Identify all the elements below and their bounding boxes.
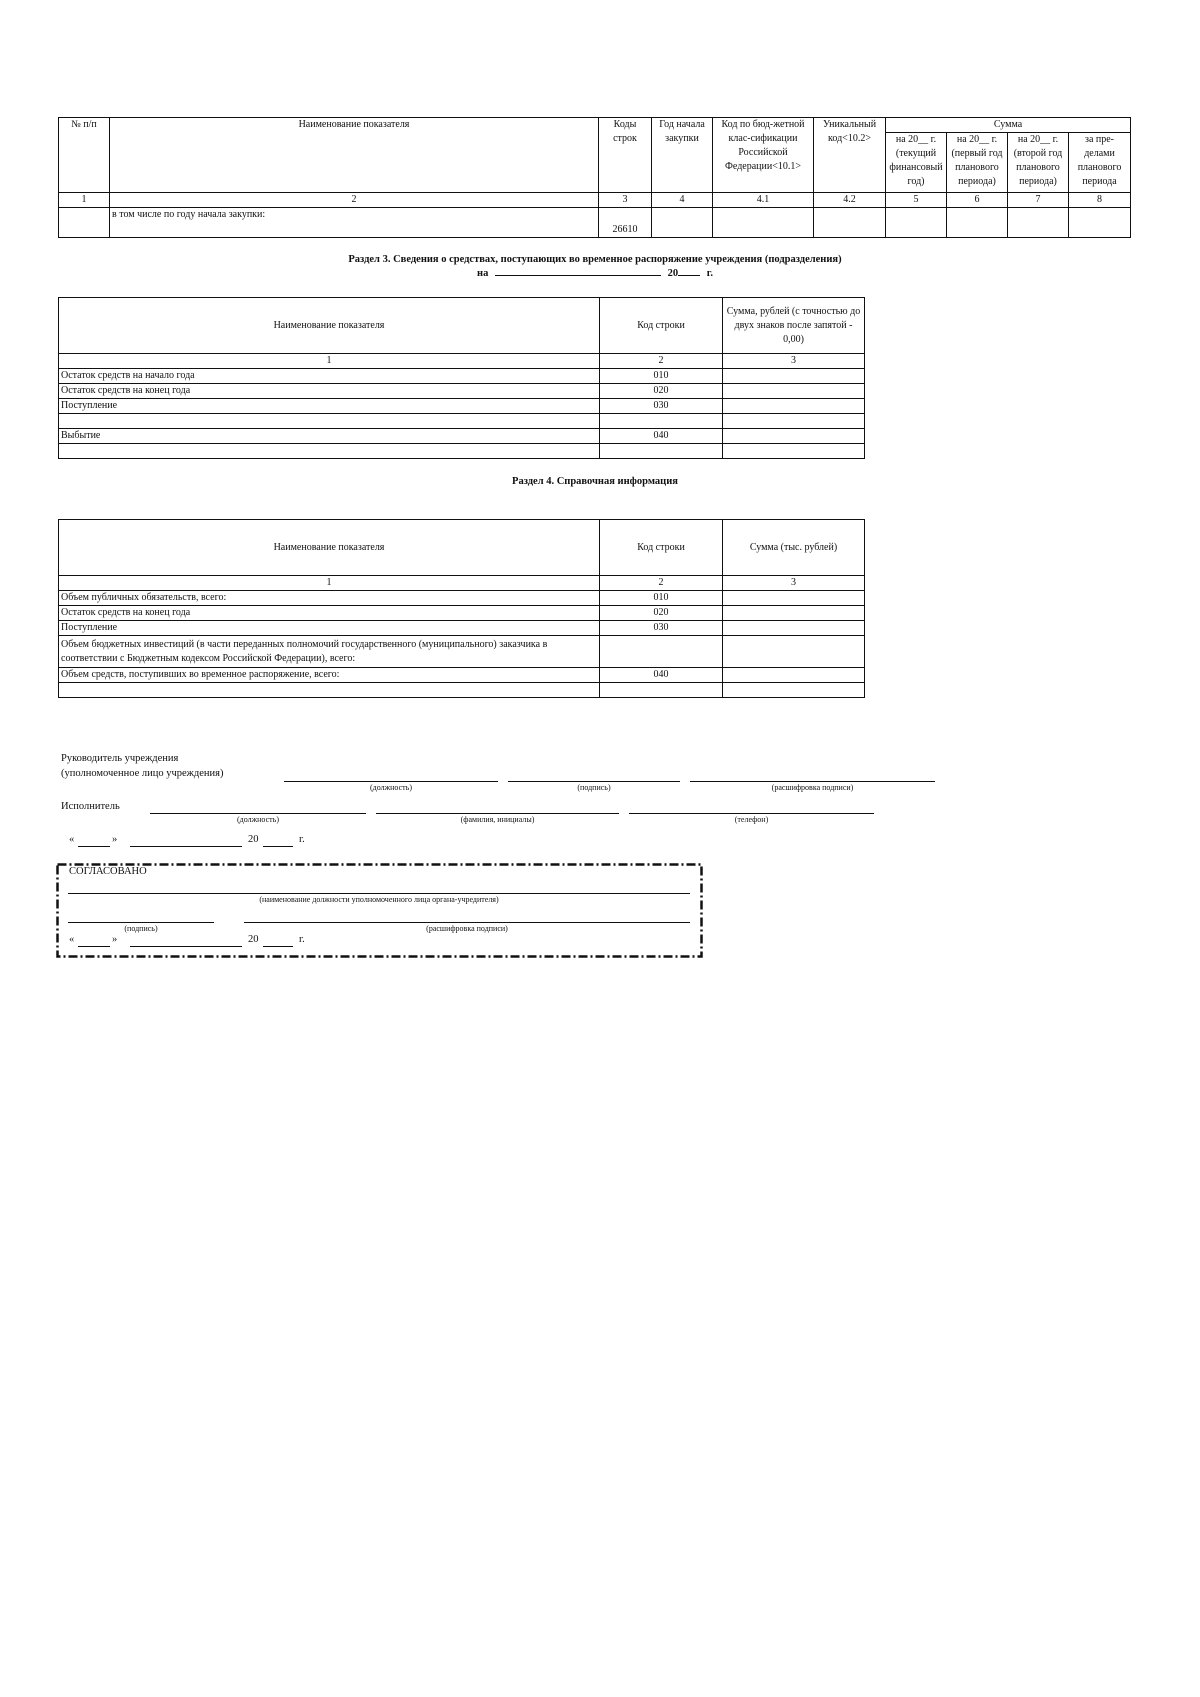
cap-name: (фамилия, инициалы) [460,815,535,824]
table-row [59,591,865,606]
row-code: 020 [600,384,723,399]
day-line[interactable] [78,846,110,847]
index-cell: 3 [599,193,652,208]
row-sum-input[interactable] [723,606,865,621]
head-label-2: (уполномоченное лицо учреждения) [61,768,224,779]
table-row [59,369,865,384]
col-header-s7: на 20__ г. (второй год планового периода) [1008,133,1069,193]
row-code: 010 [600,369,723,384]
row-name: Объем бюджетных инвестиций (в части переданных полномочий государственного (муниципального) заказчика в соответствии с Бюджетным кодексом Российской Федерации), всего: [59,636,600,668]
col-header-kbk: Код по бюд-жетной клас-сификации Российской Федерации<10.1> [713,118,814,193]
cell-empty[interactable] [652,208,713,238]
col-header-sum: Сумма, рублей (с точностью до двух знаков после запятой - 0,00) [723,298,865,354]
section4-title: Раздел 4. Справочная информация [512,476,678,487]
col-header-year: Год начала закупки [652,118,713,193]
table-row [59,621,865,636]
approval-box-border [56,863,703,958]
table-row [59,668,865,683]
table-section3 [58,297,865,459]
approval-org-line[interactable] [68,893,690,894]
row-code: 010 [600,591,723,606]
col-header-code: Код строки [600,298,723,354]
row-code: 040 [600,668,723,683]
index-cell: 1 [59,576,600,591]
row-code [600,444,723,459]
row-name: Объем средств, поступивших во временное распоряжение, всего: [59,668,600,683]
row-code [600,636,723,668]
table-row [59,429,865,444]
index-cell: 3 [723,354,865,369]
cap-decode: (расшифровка подписи) [771,783,854,792]
col-header-s5: на 20__ г. (текущий финансовый год) [886,133,947,193]
row-code: 030 [600,621,723,636]
col-header-codes: Коды строк [599,118,652,193]
cap-signature: (подпись) [124,924,158,933]
section3-title: Раздел 3. Сведения о средствах, поступающих во временное распоряжение учреждения (подразделения) [348,254,842,265]
table-row [59,208,1131,238]
index-cell: 2 [600,576,723,591]
row-name: Остаток средств на начало года [59,369,600,384]
approval-label: СОГЛАСОВАНО [69,866,147,877]
executor-position-line[interactable] [150,813,366,814]
quote-close: » [112,834,118,845]
executor-name-line[interactable] [376,813,619,814]
year-prefix: 20 [248,934,259,945]
cap-signature: (подпись) [577,783,611,792]
row-name: Объем публичных обязательств, всего: [59,591,600,606]
month-line[interactable] [130,846,242,847]
row-code [600,683,723,698]
col-header-name: Наименование показателя [59,520,600,576]
col-header-s6: на 20__ г. (первый год планового периода) [947,133,1008,193]
table-row [59,384,865,399]
row-sum-input[interactable] [723,414,865,429]
table-row [59,444,865,459]
date-blank[interactable] [495,275,661,276]
row-code [600,414,723,429]
cell-empty[interactable] [713,208,814,238]
row-name: Остаток средств на конец года [59,606,600,621]
year-prefix: 20 [248,834,259,845]
col-header-num: № п/п [59,118,110,193]
index-cell: 4.2 [814,193,886,208]
index-cell: 2 [110,193,599,208]
approval-signature-line[interactable] [68,922,214,923]
head-signature-line[interactable] [508,781,680,782]
cell-empty[interactable] [886,208,947,238]
row-sum-input[interactable] [723,429,865,444]
col-header-uniq: Уникальный код<10.2> [814,118,886,193]
index-cell: 4.1 [713,193,814,208]
head-position-line[interactable] [284,781,498,782]
cap-org: (наименование должности уполномоченного лица органа-учредителя) [259,895,499,904]
year-line[interactable] [263,946,293,947]
executor-label: Исполнитель [61,801,120,812]
cell-empty[interactable] [59,208,110,238]
row-name: Поступление [59,621,600,636]
cap-phone: (телефон) [734,815,769,824]
table-row [59,606,865,621]
index-cell: 2 [600,354,723,369]
row-name [59,444,600,459]
row-sum-input[interactable] [723,399,865,414]
cap-decode: (расшифровка подписи) [426,924,508,933]
section3-subtitle [200,268,990,279]
row-name: Выбытие [59,429,600,444]
row-code: 030 [600,399,723,414]
row-sum-input[interactable] [723,668,865,683]
subtitle-suffix: г. [706,268,713,279]
index-cell: 1 [59,193,110,208]
subtitle-year: 20 [667,268,679,279]
col-header-s8: за пре-делами планового периода [1069,133,1131,193]
row-sum-input[interactable] [723,444,865,459]
cell-empty[interactable] [947,208,1008,238]
year-line[interactable] [263,846,293,847]
row-sum-input[interactable] [723,683,865,698]
row-name: в том числе по году начала закупки: [110,208,599,238]
cell-empty[interactable] [1008,208,1069,238]
cap-position: (должность) [237,815,279,824]
head-decode-line[interactable] [690,781,935,782]
row-sum-input[interactable] [723,591,865,606]
cap-position: (должность) [370,783,412,792]
col-header-code: Код строки [600,520,723,576]
row-sum-input[interactable] [723,384,865,399]
row-name: Остаток средств на конец года [59,384,600,399]
table-row [59,414,865,429]
table-plan-purchases [58,117,1131,238]
col-header-name: Наименование показателя [59,298,600,354]
col-header-name: Наименование показателя [110,118,599,193]
day-line[interactable] [78,946,110,947]
index-cell: 4 [652,193,713,208]
quote-open: « [69,834,75,845]
approval-decode-line[interactable] [244,922,690,923]
head-label-1: Руководитель учреждения [61,753,179,764]
month-line[interactable] [130,946,242,947]
executor-phone-line[interactable] [629,813,874,814]
index-cell: 5 [886,193,947,208]
row-name: Поступление [59,399,600,414]
table-section4 [58,519,865,698]
row-code: 020 [600,606,723,621]
subtitle-prefix: на [477,268,489,279]
row-code: 26610 [599,208,652,238]
row-sum-input[interactable] [723,621,865,636]
cell-empty[interactable] [1069,208,1131,238]
year-suffix: г. [299,834,305,845]
row-name [59,683,600,698]
index-cell: 8 [1069,193,1131,208]
row-sum-input[interactable] [723,636,865,668]
index-cell: 7 [1008,193,1069,208]
year-suffix: г. [299,934,305,945]
col-header-sum: Сумма (тыс. рублей) [723,520,865,576]
col-header-sum: Сумма [886,118,1131,133]
year-blank[interactable] [678,275,700,276]
row-sum-input[interactable] [723,369,865,384]
index-cell: 1 [59,354,600,369]
table-row [59,399,865,414]
row-name [59,414,600,429]
row-code: 040 [600,429,723,444]
cell-empty[interactable] [814,208,886,238]
table-row [59,683,865,698]
quote-open: « [69,934,75,945]
index-cell: 6 [947,193,1008,208]
quote-close: » [112,934,118,945]
table-row [59,636,865,668]
index-cell: 3 [723,576,865,591]
